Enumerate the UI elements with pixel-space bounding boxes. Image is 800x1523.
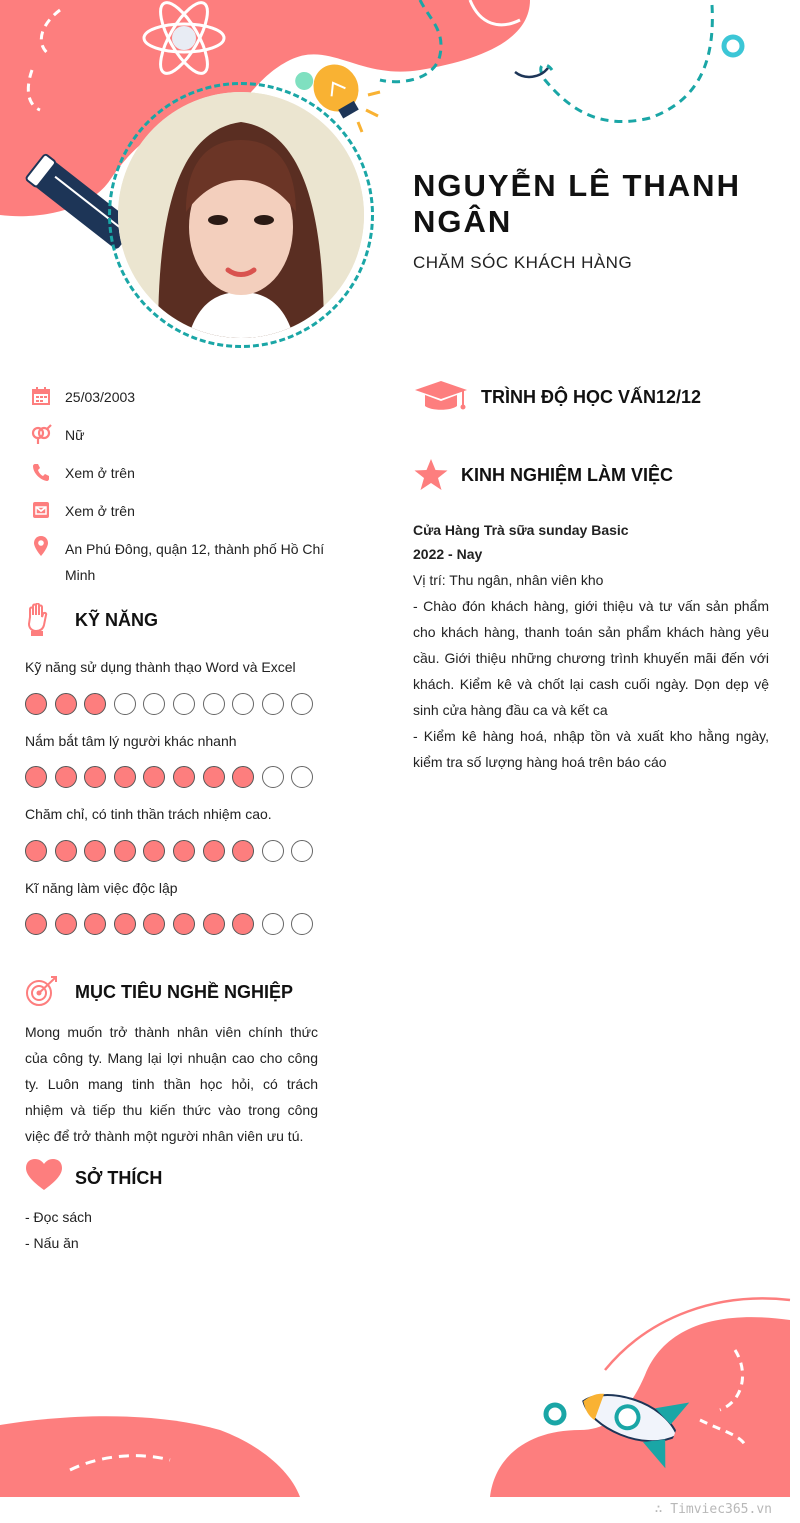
hobbies-heading <box>25 1158 162 1192</box>
skill-dot <box>84 913 106 935</box>
skill-dot <box>262 840 284 862</box>
hobby-item-1: - Đọc sách <box>25 1209 92 1225</box>
experience-description-2: - Kiểm kê hàng hoá, nhập tồn và xuất kho hằng ngày, kiểm tra số lượng hàng hoá trên báo cáo <box>413 728 769 770</box>
skill-dot <box>84 693 106 715</box>
email-text: Xem ở trên <box>65 503 135 519</box>
email-icon <box>30 500 52 520</box>
experience-company: Cửa Hàng Trà sữa sunday Basic <box>413 522 629 538</box>
graduation-cap-icon <box>413 380 469 414</box>
skill-dot <box>173 766 195 788</box>
skill-dot <box>232 693 254 715</box>
skill-dot <box>143 913 165 935</box>
location-pin-icon <box>30 536 52 556</box>
hand-icon <box>25 603 49 637</box>
experience-period: 2022 - Nay <box>413 546 483 562</box>
target-icon <box>25 975 59 1009</box>
skill-dot <box>25 693 47 715</box>
experience-heading <box>413 458 673 492</box>
skill-dot <box>291 693 313 715</box>
job-title: CHĂM SÓC KHÁCH HÀNG <box>413 253 633 272</box>
skill-dot <box>232 840 254 862</box>
skill-label-1: Kỹ năng sử dụng thành thạo Word và Excel <box>25 659 296 675</box>
skill-dot <box>84 766 106 788</box>
full-name: NGUYỄN LÊ THANH NGÂN <box>413 168 741 239</box>
gender-row <box>30 424 335 446</box>
address-text: An Phú Đông, quận 12, thành phố Hồ Chí Minh <box>65 541 325 583</box>
skill-label-2: Nắm bắt tâm lý người khác nhanh <box>25 733 237 749</box>
hobby-item-2: - Nấu ăn <box>25 1235 79 1251</box>
education-heading <box>413 380 701 414</box>
skill-dot <box>143 693 165 715</box>
skill-dot <box>114 840 136 862</box>
skill-dot <box>262 693 284 715</box>
phone-text: Xem ở trên <box>65 465 135 481</box>
phone-row <box>30 462 335 484</box>
skill-dot <box>55 693 77 715</box>
experience-description-1: - Chào đón khách hàng, giới thiệu và tư vấn sản phẩm cho khách hàng, thanh toán sản phẩm khách hàng yêu cầu. Giới thiệu những chương trình khuyến mãi đến với khách. Kiểm kê và chốt lại cash cuối ngày. Dọn dẹp vệ sinh cửa hàng đầu ca và kết ca <box>413 598 769 718</box>
objective-title: MỤC TIÊU NGHỀ NGHIỆP <box>75 981 294 1002</box>
skill-dot <box>173 693 195 715</box>
skill-dot <box>203 693 225 715</box>
skill-dot <box>25 913 47 935</box>
objective-heading <box>25 975 293 1009</box>
skills-heading <box>25 603 158 637</box>
skill-dot <box>203 766 225 788</box>
skill-dot <box>203 913 225 935</box>
skill-dot <box>173 840 195 862</box>
skill-rating-2 <box>25 766 321 788</box>
skill-dot <box>232 766 254 788</box>
skill-dot <box>114 693 136 715</box>
birthday-row <box>30 386 335 408</box>
avatar <box>118 92 364 338</box>
skills-title: KỸ NĂNG <box>75 609 159 630</box>
experience-title: KINH NGHIỆM LÀM VIỆC <box>461 464 674 485</box>
skill-dot <box>25 766 47 788</box>
phone-icon <box>30 462 52 482</box>
skill-dot <box>114 766 136 788</box>
skill-rating-4 <box>25 913 321 935</box>
skill-label-4: Kĩ năng làm việc độc lập <box>25 880 178 896</box>
skill-dot <box>114 913 136 935</box>
education-title: TRÌNH ĐỘ HỌC VẤN12/12 <box>481 386 702 407</box>
birthday-text: 25/03/2003 <box>65 389 136 405</box>
address-row <box>30 536 335 588</box>
star-icon <box>413 458 449 492</box>
skill-dot <box>143 766 165 788</box>
gender-icon <box>30 424 52 444</box>
watermark: ∴ Timviec365.vn <box>654 1502 772 1517</box>
skill-dot <box>55 766 77 788</box>
bottom-blob-decoration <box>0 1280 800 1500</box>
calendar-icon <box>30 386 52 406</box>
hobbies-title: SỞ THÍCH <box>75 1167 163 1188</box>
skill-dot <box>291 913 313 935</box>
experience-position: Vị trí: Thu ngân, nhân viên kho <box>413 572 604 588</box>
gender-text: Nữ <box>65 427 85 443</box>
objective-text: Mong muốn trở thành nhân viên chính thức của công ty. Mang lại lợi nhuận cao cho công ty. Luôn mang tinh thần học hỏi, có trách nhiệm và tiếp thu kiến thức vào trong công việc để trở thành một người nhân viên ưu tú. <box>25 1024 318 1144</box>
skill-dot <box>84 840 106 862</box>
skill-dot <box>173 913 195 935</box>
skill-dot <box>25 840 47 862</box>
heart-icon <box>25 1158 63 1192</box>
skill-dot <box>55 913 77 935</box>
skill-rating-1 <box>25 693 321 715</box>
skill-dot <box>55 840 77 862</box>
skill-dot <box>262 766 284 788</box>
skill-dot <box>262 913 284 935</box>
skill-dot <box>232 913 254 935</box>
skill-dot <box>203 840 225 862</box>
skill-dot <box>291 766 313 788</box>
skill-label-3: Chăm chỉ, có tinh thần trách nhiệm cao. <box>25 806 272 822</box>
skill-dot <box>143 840 165 862</box>
skill-dot <box>291 840 313 862</box>
email-row <box>30 500 335 522</box>
skill-rating-3 <box>25 840 321 862</box>
